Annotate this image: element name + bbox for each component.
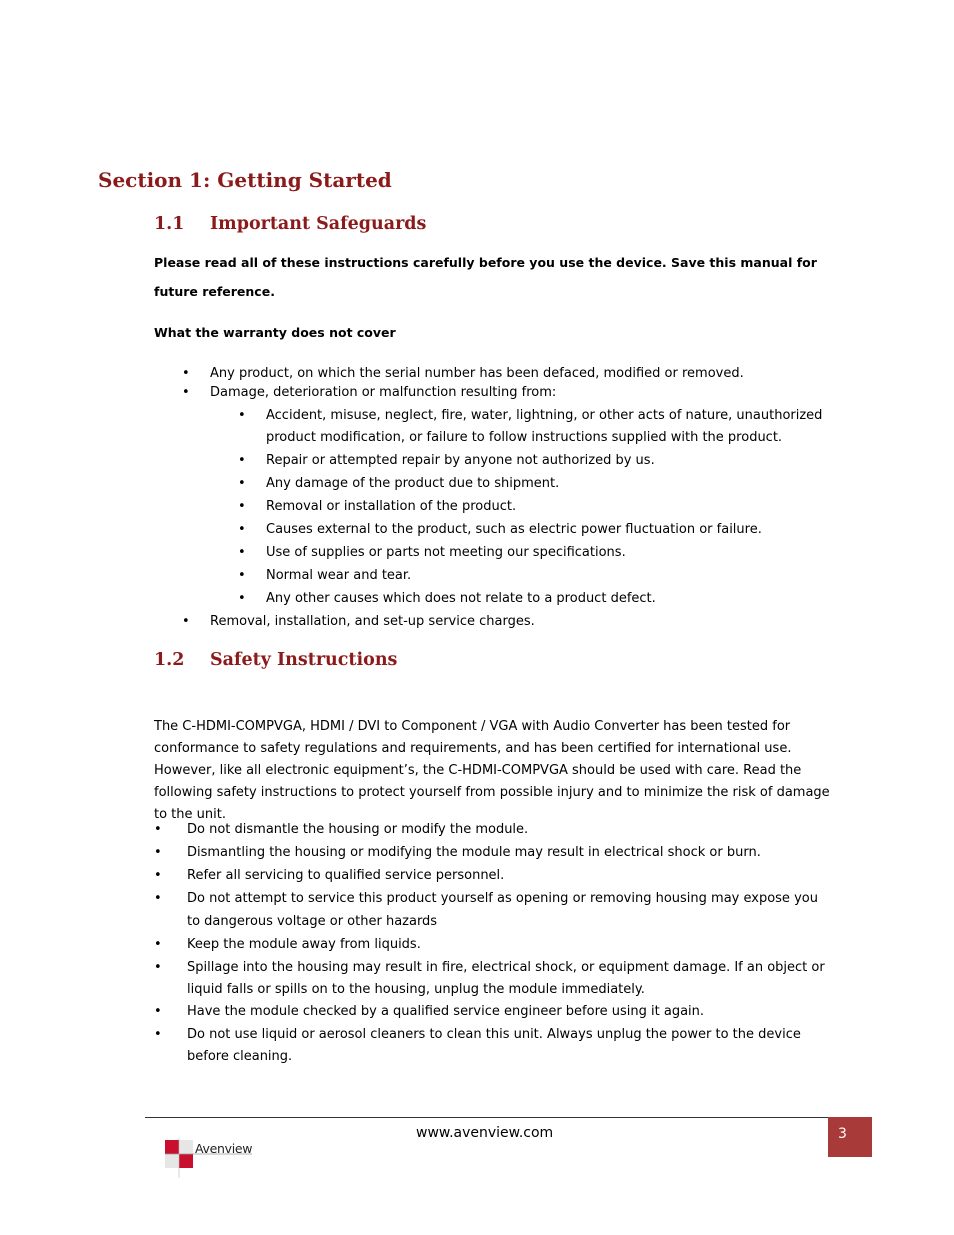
bullet-icon	[154, 865, 162, 887]
subsection-title: Safety Instructions	[210, 650, 398, 670]
page-number-box	[828, 1117, 872, 1157]
bullet-icon	[154, 819, 162, 841]
bullet-icon	[238, 542, 246, 564]
bullet-icon	[238, 588, 246, 610]
bullet-icon	[182, 611, 190, 633]
footer-divider	[145, 1117, 828, 1118]
bullet-icon	[154, 1001, 162, 1023]
bullet-icon	[238, 519, 246, 541]
page-number: 3	[838, 1126, 847, 1142]
bullet-icon	[154, 934, 162, 956]
bullet-icon	[238, 450, 246, 472]
bullet-icon	[182, 382, 190, 404]
warranty-heading: What the warranty does not cover	[154, 325, 396, 340]
bullet-icon	[238, 405, 246, 427]
bullet-icon	[154, 887, 162, 910]
footer-url: www.avenview.com	[416, 1125, 554, 1141]
bullet-icon	[238, 565, 246, 587]
subsection-number: 1.1	[154, 214, 185, 234]
subsection-number: 1.2	[154, 650, 185, 670]
bullet-icon	[154, 842, 162, 864]
bullet-icon	[238, 496, 246, 518]
bullet-icon	[154, 1024, 162, 1046]
logo-text: Avenview	[195, 1141, 253, 1156]
bullet-icon	[238, 473, 246, 495]
safety-paragraph: The C-HDMI-COMPVGA, HDMI / DVI to Component / VGA with Audio Converter has been tested for conformance to safety regulations and requirements, and has been certified for international use. However, like all electronic equipment’s, the C-HDMI-COMPVGA should be used with care. Read the following safety instructions to protect yourself from possible injury and to minimize the risk of damage to the unit.	[154, 719, 830, 822]
subsection-title: Important Safeguards	[210, 214, 427, 234]
section-title: Section 1: Getting Started	[98, 168, 392, 192]
intro-paragraph: Please read all of these instructions carefully before you use the device. Save this manual for future reference.	[154, 255, 817, 299]
bullet-icon	[154, 957, 162, 979]
